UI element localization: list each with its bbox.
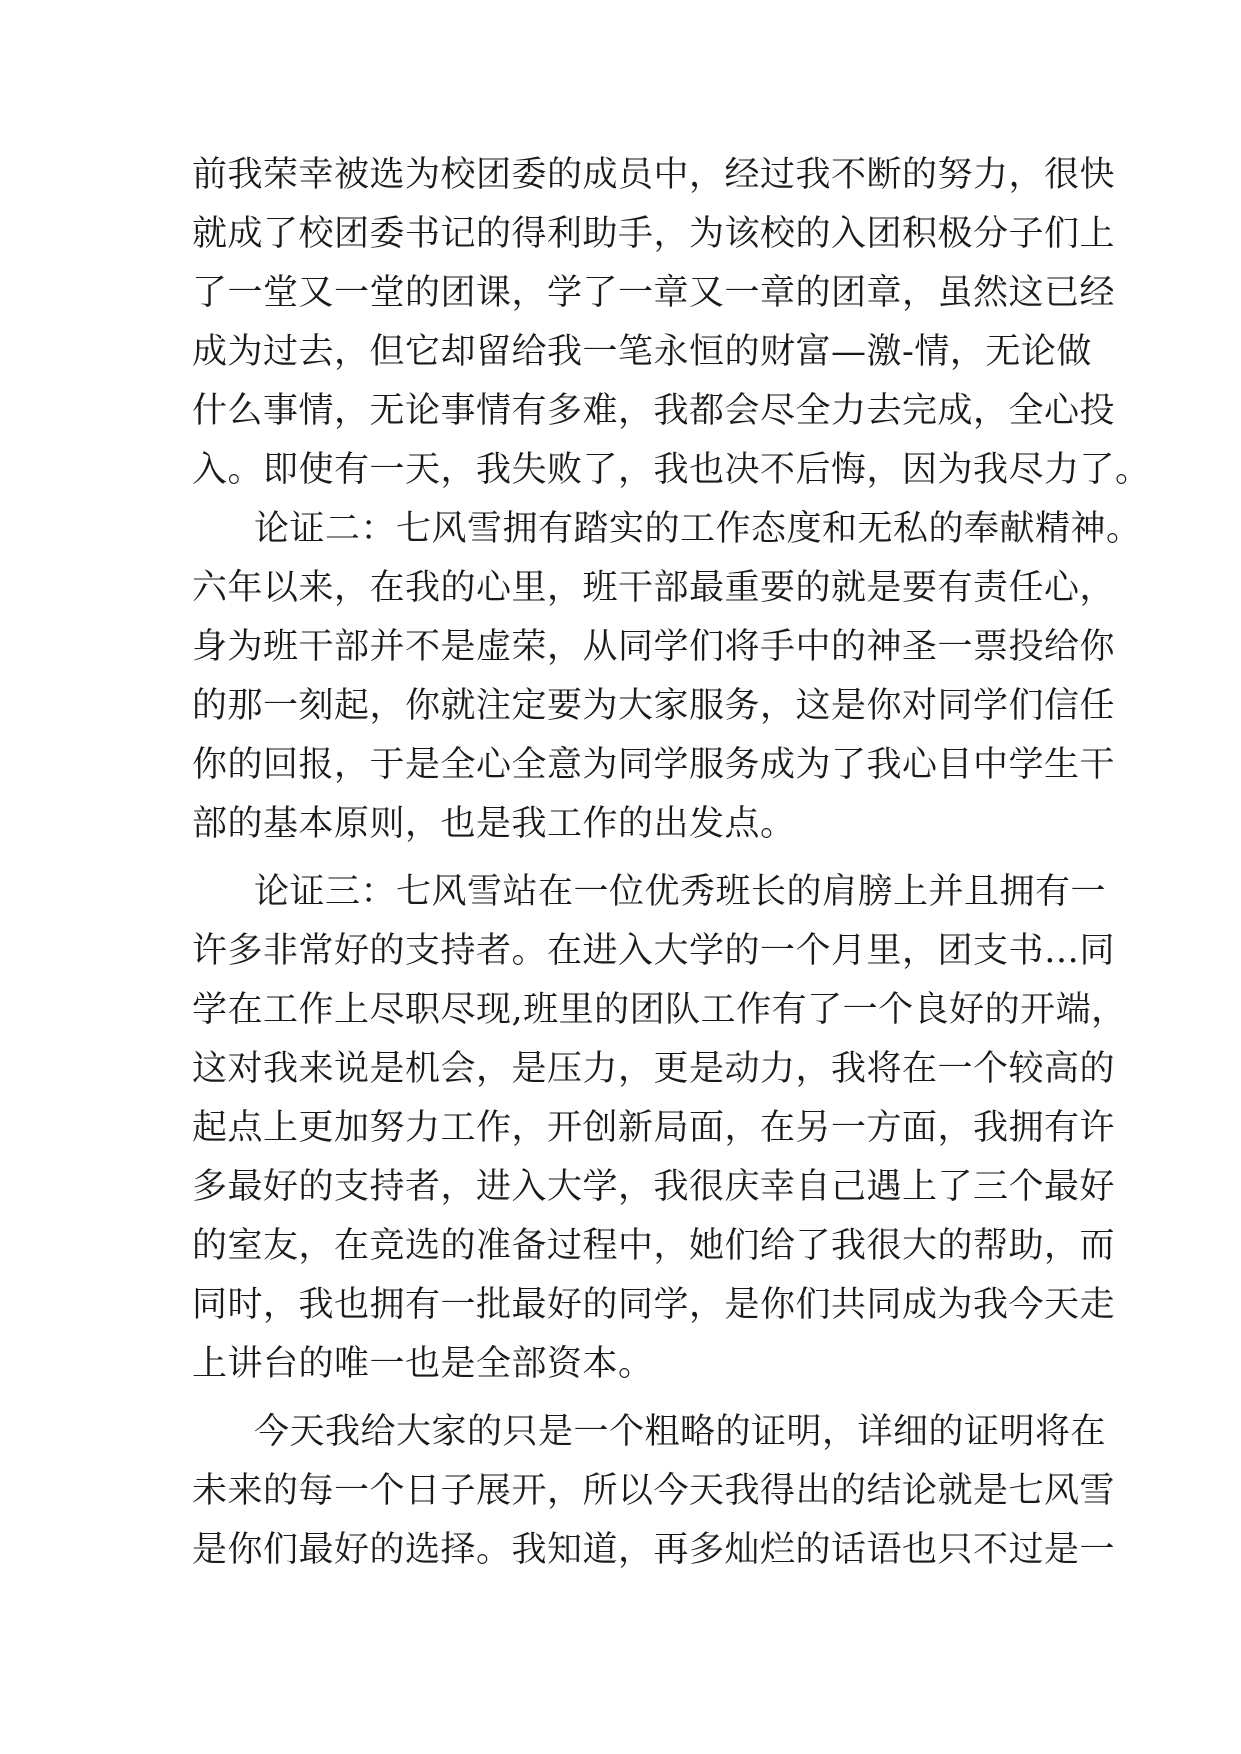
text-line: 的室友，在竞选的准备过程中，她们给了我很大的帮助，而 bbox=[192, 1226, 1116, 1266]
text-line: 了一堂又一堂的团课，学了一章又一章的团章，虽然这已经 bbox=[192, 273, 1116, 313]
text-line: 部的基本原则，也是我工作的出发点。 bbox=[192, 804, 796, 844]
text-line: 前我荣幸被选为校团委的成员中，经过我不断的努力，很快 bbox=[192, 155, 1116, 195]
text-line: 未来的每一个日子展开，所以今天我得出的结论就是七风雪 bbox=[192, 1471, 1116, 1511]
text-line: 什么事情，无论事情有多难，我都会尽全力去完成，全心投 bbox=[192, 391, 1116, 431]
text-line: 六年以来，在我的心里，班干部最重要的就是要有责任心， bbox=[192, 568, 1116, 608]
text-line: 论证二：七风雪拥有踏实的工作态度和无私的奉献精神。 bbox=[254, 509, 1142, 549]
text-line: 许多非常好的支持者。在进入大学的一个月里，团支书…同 bbox=[192, 931, 1116, 971]
text-line: 入。即使有一天，我失败了，我也决不后悔，因为我尽力了。 bbox=[192, 450, 1151, 490]
text-line: 成为过去，但它却留给我一笔永恒的财富—激-情，无论做 bbox=[192, 332, 1092, 372]
text-line: 今天我给大家的只是一个粗略的证明，详细的证明将在 bbox=[254, 1412, 1107, 1452]
text-line: 就成了校团委书记的得利助手，为该校的入团积极分子们上 bbox=[192, 214, 1116, 254]
text-line: 上讲台的唯一也是全部资本。 bbox=[192, 1344, 654, 1384]
text-line: 你的回报，于是全心全意为同学服务成为了我心目中学生干 bbox=[192, 745, 1116, 785]
text-line: 多最好的支持者，进入大学，我很庆幸自己遇上了三个最好 bbox=[192, 1167, 1116, 1207]
text-line: 起点上更加努力工作，开创新局面，在另一方面，我拥有许 bbox=[192, 1108, 1116, 1148]
text-line: 学在工作上尽职尽现,班里的团队工作有了一个良好的开端， bbox=[192, 990, 1127, 1030]
text-line: 这对我来说是机会，是压力，更是动力，我将在一个较高的 bbox=[192, 1049, 1116, 1089]
text-line: 身为班干部并不是虚荣，从同学们将手中的神圣一票投给你 bbox=[192, 627, 1116, 667]
text-line: 同时，我也拥有一批最好的同学，是你们共同成为我今天走 bbox=[192, 1285, 1116, 1325]
text-line: 的那一刻起，你就注定要为大家服务，这是你对同学们信任 bbox=[192, 686, 1116, 726]
text-line: 论证三：七风雪站在一位优秀班长的肩膀上并且拥有一 bbox=[254, 872, 1107, 912]
text-line: 是你们最好的选择。我知道，再多灿烂的话语也只不过是一 bbox=[192, 1530, 1116, 1570]
